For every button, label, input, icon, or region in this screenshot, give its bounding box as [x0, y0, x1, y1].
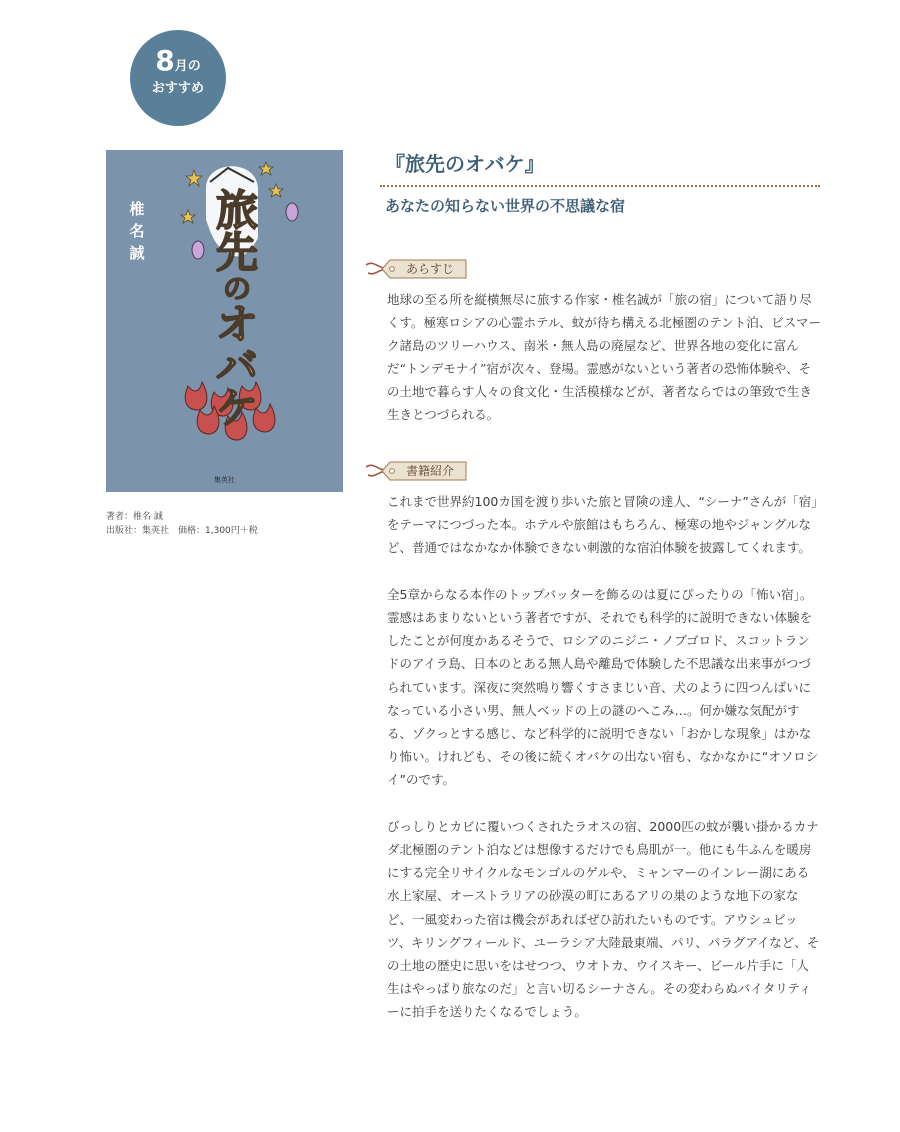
- introduction-label: 書籍紹介: [406, 464, 455, 478]
- cover-title-char: オ: [215, 300, 258, 349]
- cover-title-char: バ: [215, 342, 258, 391]
- side-ghost-right: [286, 203, 298, 221]
- book-subtitle: あなたの知らない世界の不思議な宿: [385, 197, 626, 215]
- book-cover: [106, 150, 343, 492]
- badge-month-suffix: 月の: [174, 59, 201, 74]
- cover-publisher: 集英社: [214, 476, 235, 484]
- badge-line1: [130, 44, 226, 80]
- introduction-body: [387, 490, 821, 1047]
- book-meta: [106, 510, 258, 538]
- badge-month: 8: [155, 44, 175, 77]
- title-divider: [380, 185, 820, 187]
- meta-author: 著者：椎名 誠: [106, 512, 163, 522]
- cover-author: 椎名誠: [129, 200, 145, 262]
- meta-publisher-price: 出版社：集英社 価格：1,300円＋税: [106, 526, 258, 536]
- synopsis-label: あらすじ: [406, 262, 455, 276]
- cover-title-char: 先: [215, 228, 258, 277]
- intro-paragraph: びっしりとカビに覆いつくされたラオスの宿、2000匹の蚊が襲い掛かるカナダ北極圏のテント泊などは想像するだけでも鳥肌が一。他にも牛ふんを暖房にする完全リサイクルなモンゴルのゲルや、ミャンマーのインレー湖にある水上家屋、オーストラリアの砂漠の町にあるアリの巣のような地下の家など、一風変わった宿は機会があればぜひ訪れたいものです。アウシュビッツ、キリングフィールド、ユーラシア大陸最東端、パリ、パラグアイなど、その土地の歴史に思いをはせつつ、ウオトカ、ウイスキー、ビール片手に「人生はやっぱり旅なのだ」と言い切るシーナさん。その変わらぬバイタリティーに拍手を送りたくなるでしょう。: [387, 818, 820, 1020]
- cover-title: [200, 186, 274, 433]
- intro-paragraph: これまで世界約100カ国を渡り歩いた旅と冒険の達人、“シーナ”さんが「宿」をテーマにつづった本。ホテルや旅館はもちろん、極寒の地やジャングルなど、普通ではなかなか体験できない刺激的な宿泊体験を披露してくれます。: [387, 494, 818, 556]
- intro-paragraph: 全5章からなる本作のトップバッターを飾るのは夏にぴったりの「怖い宿」。霊感はあまりないという著者ですが、それでも科学的に説明できない体験をしたことが何度かあるそうで、ロシアのニジニ・ノブゴロド、スコットランドのアイラ島、日本のとある無人島や離島で体験した不思議な出来事がつづられています。深夜に突然鳴り響くすさまじい音、犬のように四つんばいになっている小さい男、無人ベッドの上の謎のへこみ…。何か嫌な気配がする、ゾクっとする感じ、など科学的に説明できない「おかしな現象」はかなり怖い。けれども、その後に続くオバケの出ない宿も、なかなかに“オソロシイ”のです。: [387, 586, 819, 788]
- month-badge: [130, 30, 226, 126]
- badge-line2: おすすめ: [151, 81, 205, 96]
- cover-title-char: の: [222, 272, 251, 305]
- book-title: 『旅先のオバケ』: [385, 152, 545, 176]
- cover-title-char: 旅: [215, 186, 258, 235]
- cover-title-char: ケ: [215, 384, 258, 433]
- synopsis-text: 地球の至る所を縦横無尽に旅する作家・椎名誠が「旅の宿」について語り尽くす。極寒ロシアの心霊ホテル、蚊が待ち構える北極圏のテント泊、ビスマーク諸島のツリーハウス、南米・無人島の廃屋など、世界各地の変化に富んだ“トンデモナイ”宿が次々、登場。霊感がないという著者の恐怖体験や、その土地で暮らす人々の食文化・生活模様などが、著者ならではの筆致で生き生きとつづられる。: [387, 292, 822, 422]
